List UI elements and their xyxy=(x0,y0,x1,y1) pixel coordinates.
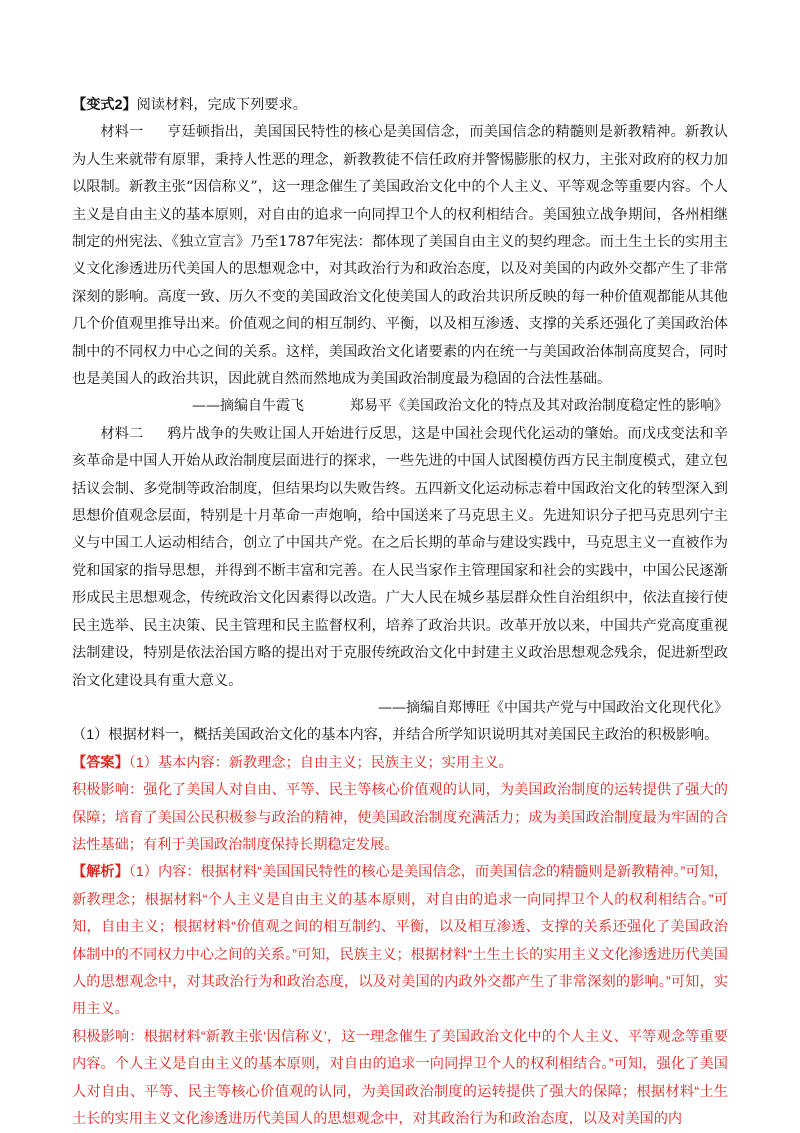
analysis-label: 【解析】 xyxy=(72,864,129,881)
material-one-label: 材料一 xyxy=(100,124,144,141)
material-two-source: ——摘编自郑博旺《中国共产党与中国政治文化现代化》 xyxy=(378,699,728,716)
exercise-heading xyxy=(72,92,728,119)
material-one-source xyxy=(72,393,728,420)
material-two-text: 鸦片战争的失败让国人开始进行反思，这是中国社会现代化运动的肇始。而戊戌变法和辛亥革命是中国人开始从政治制度层面进行的探求，一些先进的中国人试图模仿西方民主制度模式，建立包括议会制、多党制等政治制度，但结果均以失败告终。五四新文化运动标志着中国政治文化的转型深入到思想价值观念层面，特别是十月革命一声炮响，给中国送来了马克思主义。先进知识分子把马克思列宁主义与中国工人运动相结合，创立了中国共产党。在之后长期的革命与建设实践中，马克思主义一直被作为党和国家的指导思想，并得到不断丰富和完善。在人民当家作主管理国家和社会的实践中，中国公民逐渐形成民主思想观念，传统政治文化因素得以改造。广大人民在城乡基层群众性自治组织中，依法直接行使民主选举、民主决策、民主管理和民主监督权利，培养了政治共识。改革开放以来，中国共产党高度重视法制建设，特别是依法治国方略的提出对于克服传统政治文化中封建主义政治思想观念残余，促进新型政治文化建设具有重大意义。 xyxy=(72,425,728,689)
question-one: （1）根据材料一，概括美国政治文化的基本内容，并结合所学知识说明其对美国民主政治的积极影响。 xyxy=(72,727,719,744)
exercise-instruction: 阅读材料，完成下列要求。 xyxy=(136,97,307,113)
analysis-block xyxy=(72,859,728,1023)
answer-label: 【答案】 xyxy=(72,754,129,771)
exercise-tag: 【变式2】 xyxy=(72,97,137,113)
analysis-content: （1）内容：根据材料“美国国民特性的核心是美国信念，而美国信念的精髓则是新教精神。”可知，新教理念；根据材料“个人主义是自由主义的基本原则，对自由的追求一向同捍卫个人的权利相结合。”可知，自由主义；根据材料“价值观之间的相互制约、平衡，以及相互渗透、支撑的关系还强化了美国政治体制中的不同权力中心之间的关系。”可知，民族主义；根据材料“土生土长的实用主义文化渗透进历代美国人的思想观念中，对其政治行为和政治态度，以及对美国的内政外交都产生了非常深刻的影响。”可知，实用主义。 xyxy=(72,864,728,1018)
material-two-label: 材料二 xyxy=(100,425,144,442)
document-page xyxy=(72,92,728,1133)
answer-content: （1）基本内容：新教理念；自由主义；民族主义；实用主义。 xyxy=(128,754,513,771)
material-two xyxy=(72,421,728,695)
material-one-text: 亨廷顿指出，美国国民特性的核心是美国信念，而美国信念的精髓则是新教精神。新教认为人生来就带有原罪，秉持人性恶的理念，新教教徒不信任政府并警惕膨胀的权力，主张对政府的权力加以限制。新教主张“因信称义”，这一理念催生了美国政治文化中的个人主义、平等观念等重要内容。个人主义是自由主义的基本原则，对自由的追求一向同捍卫个人的权利相结合。美国独立战争期间，各州相继制定的州宪法、《独立宣言》乃至1787年宪法：都体现了美国自由主义的契约理念。而土生土长的实用主义文化渗透进历代美国人的思想观念中，对其政治行为和政治态度，以及对美国的内政外交都产生了非常深刻的影响。高度一致、历久不变的美国政治文化使美国人的政治共识所反映的每一种价值观都能从其他几个价值观里推导出来。价值观之间的相互制约、平衡，以及相互渗透、支撑的关系还强化了美国政治体制中的不同权力中心之间的关系。这样，美国政治文化诸要素的内在统一与美国政治体制高度契合，同时也是美国人的政治共识，因此就自然而然地成为美国政治制度最为稳固的合法性基础。 xyxy=(72,124,728,388)
answer-impact: 积极影响：强化了美国人对自由、平等、民主等核心价值观的认同，为美国政治制度的运转提供了强大的保障；培育了美国公民积极参与政治的精神，使美国政治制度充满活力；成为美国政治制度最为牢固的合法性基础；有利于美国政治制度保持长期稳定发展。 xyxy=(72,782,728,853)
material-one xyxy=(72,119,728,393)
analysis-impact: 积极影响：根据材料“新教主张‘因信称义’，这一理念催生了美国政治文化中的个人主义、平等观念等重要内容。个人主义是自由主义的基本原则，对自由的追求一向同捍卫个人的权利相结合。”可知，强化了美国人对自由、平等、民主等核心价值观的认同，为美国政治制度的运转提供了强大的保障；根据材料“土生土长的实用主义文化渗透进历代美国人的思想观念中，对其政治行为和政治态度，以及对美国的内 xyxy=(72,1028,728,1128)
answer-line xyxy=(72,750,728,777)
material-one-source-author: ——摘编自牛霞飞 xyxy=(192,398,304,415)
material-one-source-title: 郑易平《美国政治文化的特点及其对政治制度稳定性的影响》 xyxy=(350,398,728,415)
